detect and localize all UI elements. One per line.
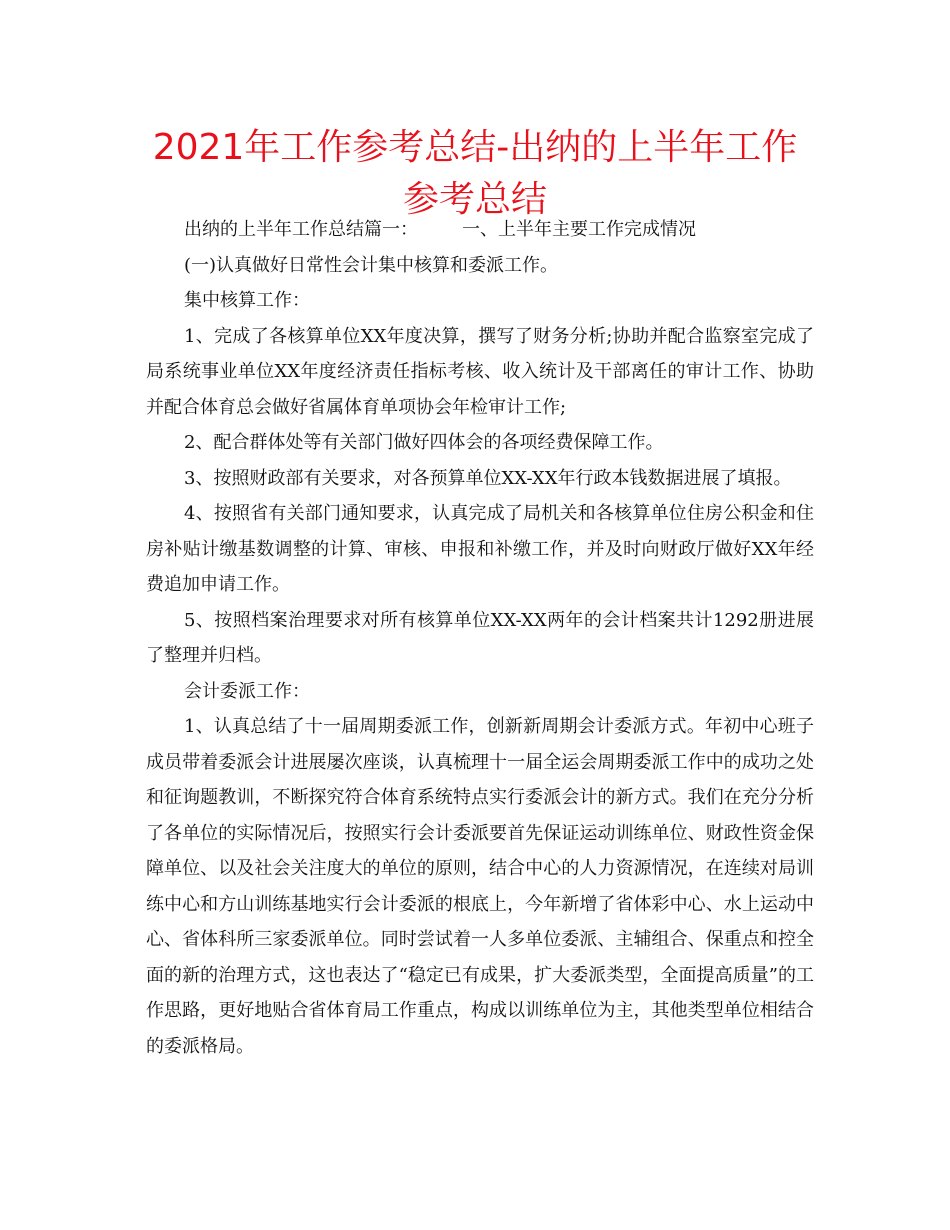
subsection-heading: (一)认真做好日常性会计集中核算和委派工作。 <box>184 254 559 276</box>
intro-heading: 出纳的上半年工作总结篇一： <box>184 219 418 240</box>
central-item-3: 3、按照财政部有关要求，对各预算单位XX-XX年行政本钱数据进展了填报。 <box>184 467 792 489</box>
intro-section: 一、上半年主要工作完成情况 <box>462 219 696 240</box>
central-item-5: 5、按照档案治理要求对所有核算单位XX-XX两年的会计档案共计1292册进展了整理并归档。 <box>146 609 814 666</box>
central-accounting-heading: 集中核算工作： <box>184 290 310 311</box>
document-title: 2021年工作参考总结-出纳的上半年工作参考总结 <box>152 127 798 220</box>
document-body <box>146 212 814 1064</box>
central-item-2: 2、配合群体处等有关部门做好四体会的各项经费保障工作。 <box>184 432 664 453</box>
delegation-heading: 会计委派工作： <box>184 680 310 702</box>
central-item-1: 1、完成了各核算单位XX年度决算，撰写了财务分析;协助并配合监察室完成了局系统事业单位XX年度经济责任指标考核、收入统计及干部离任的审计工作、协助并配合体育总会做好省属体育单项协会年检审计工作; <box>146 325 814 418</box>
delegation-item-1: 1、认真总结了十一届周期委派工作，创新新周期会计委派方式。年初中心班子成员带着委派会计进展屡次座谈，认真梳理十一届全运会周期委派工作中的成功之处和征询题教训，不断探究符合体育系统特点实行委派会计的新方式。我们在充分分析了各单位的实际情况后，按照实行会计委派要首先保证运动训练单位、财政性资金保障单位、以及社会关注度大的单位的原则，结合中心的人力资源情况，在连续对局训练中心和方山训练基地实行会计委派的根底上，今年新增了省体彩中心、水上运动中心、省体科所三家委派单位。同时尝试着一人多单位委派、主辅组合、保重点和控全面的新的治理方式，这也表达了“稳定已有成果，扩大委派类型，全面提高质量”的工作思路，更好地贴合省体育局工作重点，构成以训练单位为主，其他类型单位相结合的委派格局。 <box>146 716 814 1057</box>
central-item-4: 4、按照省有关部门通知要求，认真完成了局机关和各核算单位住房公积金和住房补贴计缴基数调整的计算、审核、申报和补缴工作，并及时向财政厅做好XX年经费追加申请工作。 <box>146 503 814 595</box>
intro-line <box>146 212 814 248</box>
